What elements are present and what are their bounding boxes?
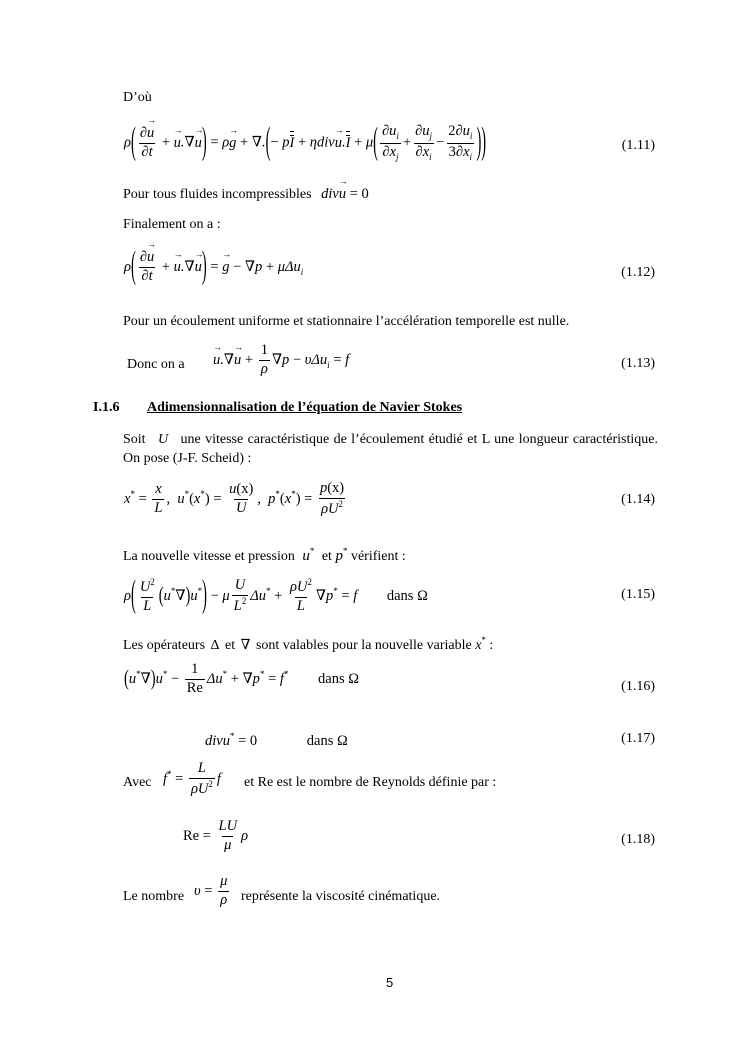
symbol-x-star: x* <box>475 635 486 653</box>
paragraph-reynolds: et Re est le nombre de Reynolds définie par : <box>244 775 497 790</box>
div-u-zero: div→ u = 0 <box>321 186 369 202</box>
equation-1-18: Re = $\frac{LU}{\mu}$ ρ <box>183 818 249 853</box>
paragraph-viscosite: représente la viscosité cinématique. <box>241 889 441 904</box>
section-title: Adimensionnalisation de l’équation de Navier Stokes <box>146 400 463 415</box>
section-number: I.1.6 <box>93 400 120 415</box>
paragraph-le-nombre: Le nombre <box>123 889 185 904</box>
et-text: et <box>321 549 332 564</box>
equation-number-1-18: (1.18) <box>621 832 655 847</box>
symbol-U: U <box>157 432 169 447</box>
paragraph-incompressible <box>123 186 369 204</box>
soit-text-1: Soit <box>123 432 146 447</box>
paragraph-nouvelle-vitesse <box>123 542 406 566</box>
paragraph-operateurs <box>123 631 493 655</box>
page-number: 5 <box>386 975 394 990</box>
operateurs-text: Les opérateurs <box>123 638 206 653</box>
symbol-p-star: p* <box>335 546 348 564</box>
equation-f-star: f* = $\frac{L}{\rho U^2}$ f <box>163 760 221 797</box>
colon-text: : <box>489 638 494 653</box>
equation-1-12: ρ( $\frac{\partial\to u}{\partial t}$ + → u.∇→ u) = → g − ∇p + μΔu$_i$ <box>124 250 303 285</box>
equation-number-1-17: (1.17) <box>621 731 655 746</box>
symbol-delta: Δ <box>210 638 220 653</box>
section-heading <box>93 400 462 416</box>
valables-text: sont valables pour la nouvelle variable <box>255 638 472 653</box>
equation-1-17: divu* = 0 dans Ω <box>205 731 348 749</box>
equation-number-1-15: (1.15) <box>621 587 655 602</box>
et2-text: et <box>225 638 236 653</box>
paragraph-soit <box>123 430 658 468</box>
dans-omega-1-17: dans Ω <box>306 733 348 749</box>
paragraph-uniforme: Pour un écoulement uniforme et stationnaire l’accélération temporelle est nulle. <box>123 314 570 329</box>
equation-number-1-11: (1.11) <box>621 138 655 153</box>
dans-omega-1-15: dans Ω <box>386 587 428 604</box>
verifient-text: vérifient : <box>350 549 406 564</box>
equation-number-1-16: (1.16) <box>621 679 655 694</box>
paragraph-dou: D’où <box>123 90 152 105</box>
paragraph-avec-label: Avec <box>123 775 152 790</box>
equation-1-11: ρ( $\frac{\partial\to u}{\partial t}$ + → u.∇→ u) = ρ→ g + ∇.(− pI + ηdiv→ u.I + μ( $\frac{\partial u_i}{\partial x_j}$ + $\frac{\partial u_j}{\partial x_i}$ − $\frac{2\partial u_i}{3\partial x_i}$ )) <box>124 124 486 163</box>
equation-1-16: (u*∇)u* − $\frac{1}{Re}$ Δu* + ∇p* = f* dans Ω <box>124 661 360 696</box>
symbol-u-star: u* <box>302 546 315 564</box>
equation-number-1-12: (1.12) <box>621 265 655 280</box>
equation-1-13: → u.∇→ u + $\frac{1}{\rho}$ ∇p − υΔu$_i$ = f <box>213 343 349 378</box>
paragraph-donc: Donc on a <box>127 357 185 372</box>
nouvelle-text: La nouvelle vitesse et pression <box>123 549 295 564</box>
equation-1-15: ρ( $\frac{U^2}{L}$ (u*∇)u*) − μ $\frac{U}{L^2}$ Δu* + $\frac{\rho U^2}{L}$ ∇p* = f dans Ω <box>124 574 428 617</box>
equation-number-1-14: (1.14) <box>621 492 655 507</box>
paragraph-finalement: Finalement on a : <box>123 217 221 232</box>
equation-1-14: x* = $\frac{x}{L}$ , u*(x*) = $\frac{u(x)}{U}$ , p*(x*) = $\frac{p(x)}{\rho U^2}$ <box>124 480 345 517</box>
symbol-nabla: ∇ <box>240 638 251 653</box>
equation-number-1-13: (1.13) <box>621 356 655 371</box>
incompressible-text: Pour tous fluides incompressibles <box>123 187 312 202</box>
dans-omega-1-16: dans Ω <box>318 670 360 687</box>
soit-text-2: une vitesse caractéristique de l’écoulement étudié et L une longueur caractéristique. On pose (J-F. Scheid) : <box>123 432 658 466</box>
equation-nu: υ = $\frac{\mu}{\rho}$ <box>194 873 228 908</box>
